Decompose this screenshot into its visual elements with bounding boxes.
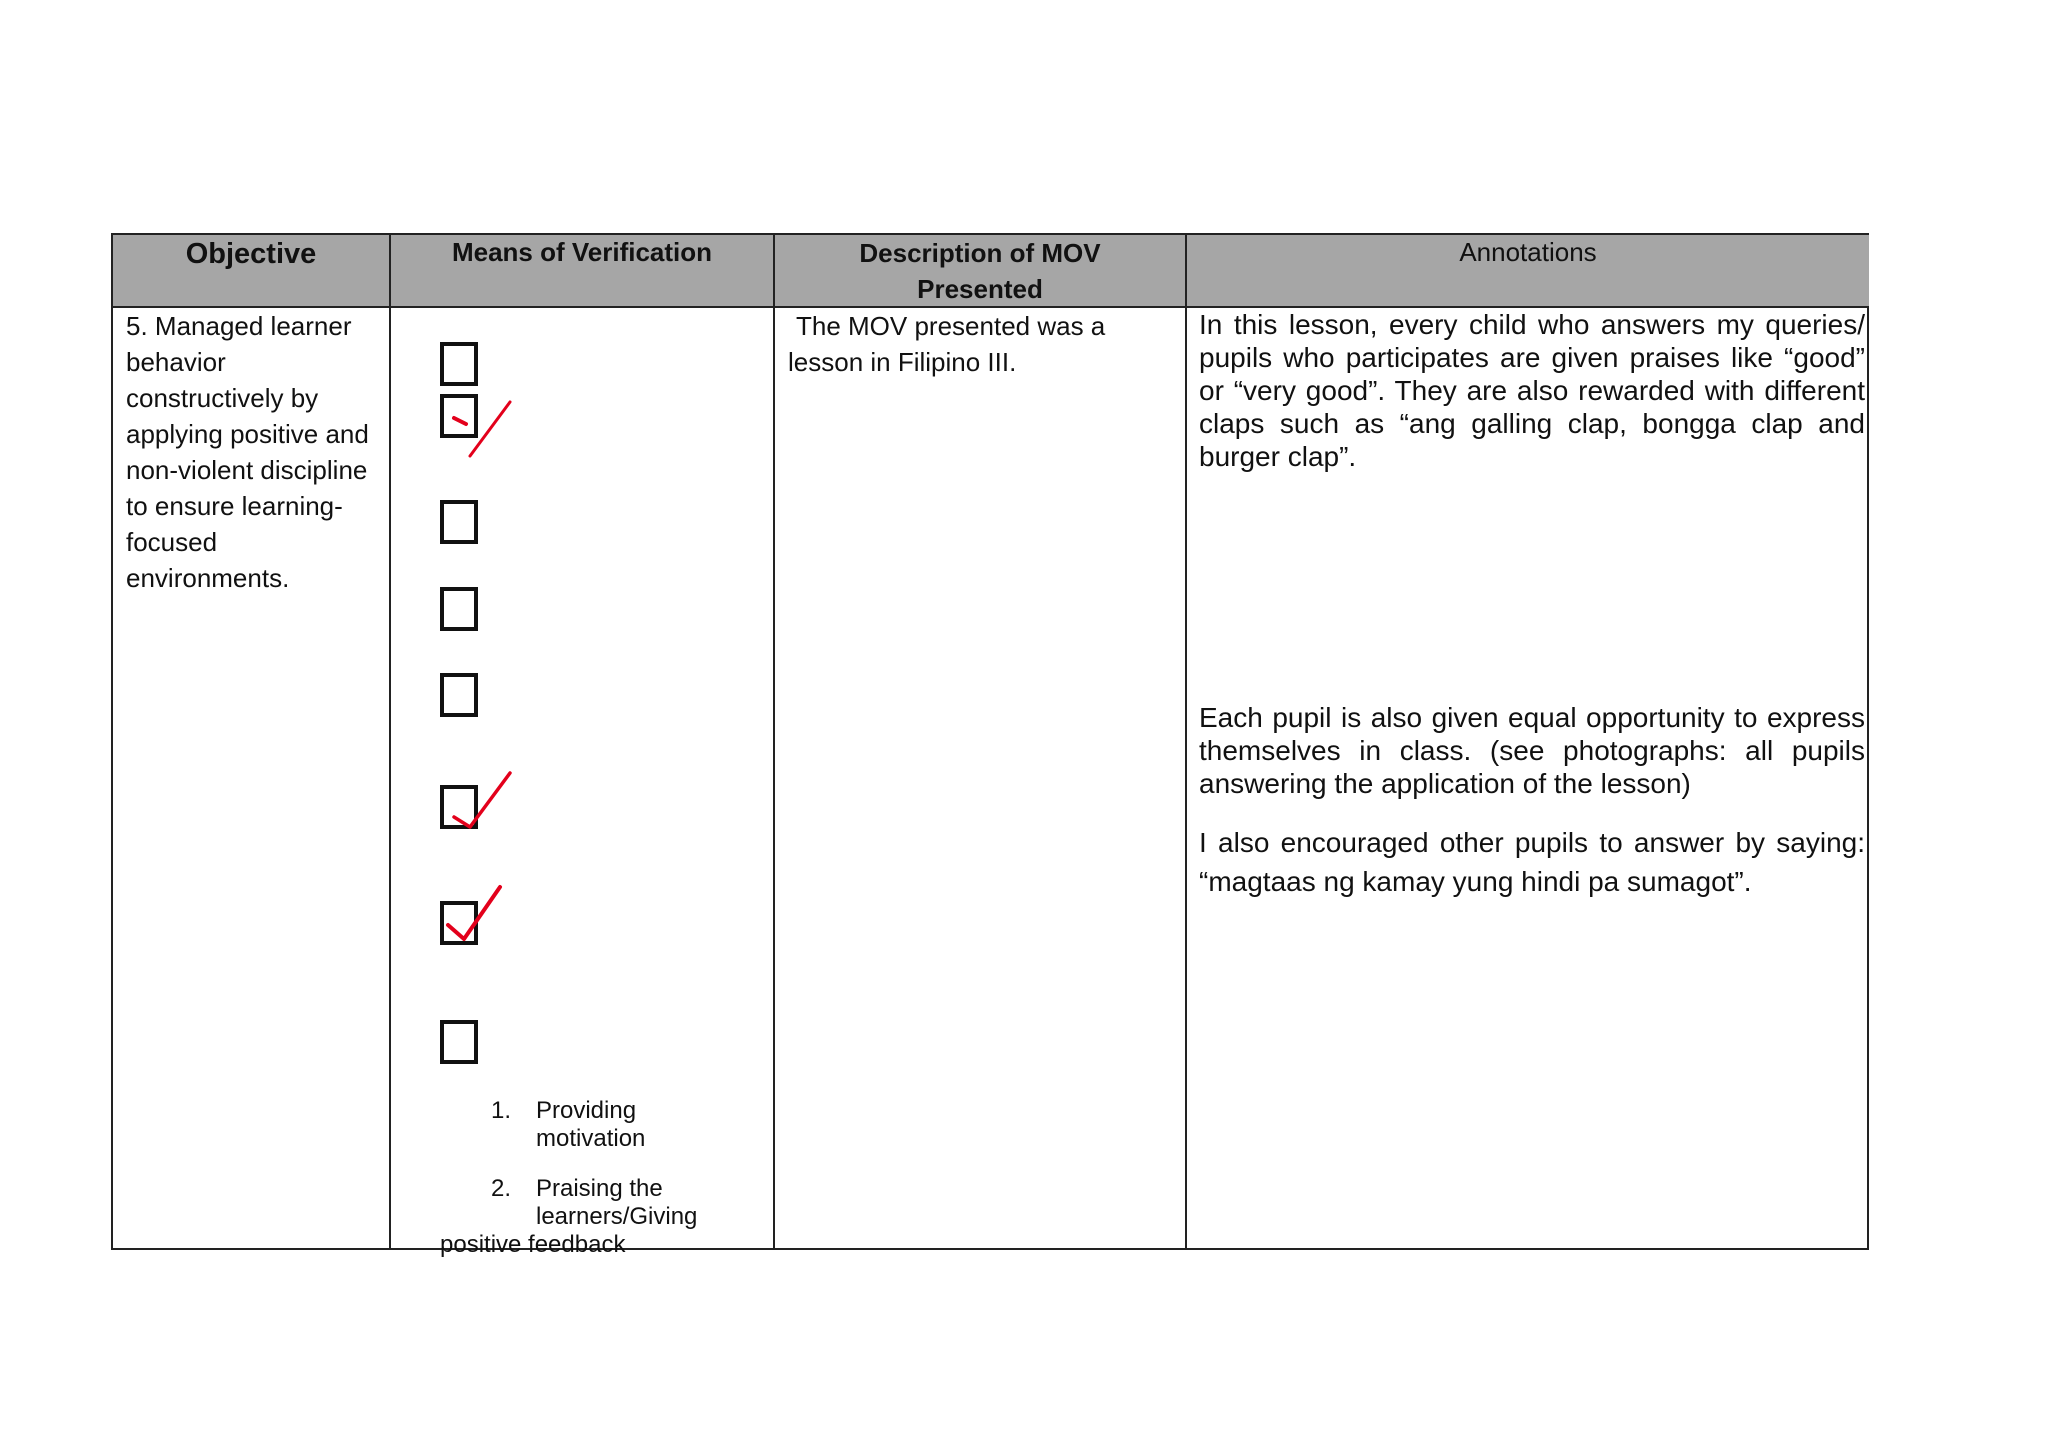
list-item-label: Providing motivation [536, 1097, 646, 1152]
annotation-paragraph: Each pupil is also given equal opportunity to express themselves in class. (see photographs: all pupils answering the application of the lesson) [1199, 702, 1865, 799]
list-item-label: Praising the learners/Giving [536, 1175, 698, 1230]
checkbox-5[interactable] [440, 673, 478, 717]
annotations-header-label: Annotations [1459, 237, 1597, 267]
description-cell [775, 308, 1185, 1248]
annotation-paragraph: I also encouraged other pupils to answer by saying: “magtaas ng kamay yung hindi pa sumagot”. [1199, 827, 1865, 897]
checkbox-8[interactable] [440, 1020, 478, 1064]
annotations-header [1187, 235, 1869, 308]
checkbox-7[interactable] [440, 901, 478, 945]
annotations-column [1185, 235, 1869, 1248]
list-item-continuation: positive feedback [440, 1231, 626, 1258]
checkbox-4[interactable] [440, 587, 478, 631]
means-column [389, 235, 773, 1258]
objective-text: 5. Managed learner behavior constructively by applying positive and non-violent discipline to ensure learning-focused environments. [126, 311, 369, 593]
objective-cell [113, 308, 389, 1248]
means-header [391, 235, 773, 308]
checkbox-3[interactable] [440, 500, 478, 544]
description-header-label: Description of MOV Presented [859, 238, 1101, 304]
red-check-icon [448, 771, 528, 841]
means-header-label: Means of Verification [451, 237, 713, 267]
description-column [773, 235, 1185, 1248]
objective-header-label: Objective [185, 238, 317, 270]
list-item-number: 2. [491, 1175, 512, 1202]
checkbox-6[interactable] [440, 785, 478, 829]
objective-column [113, 235, 389, 1248]
list-item-number: 1. [491, 1097, 512, 1124]
objective-header [113, 235, 389, 308]
description-header [775, 235, 1185, 308]
annotations-cell [1187, 308, 1869, 1248]
checkbox-2[interactable] [440, 394, 478, 438]
annotation-paragraph: In this lesson, every child who answers my queries/ pupils who participates are given praises like “good” or “very good”. They are also rewarded with different claps such as “ang galling clap, bongga clap and burger clap”. [1199, 309, 1865, 472]
red-check-icon [448, 396, 528, 466]
description-text: The MOV presented was a lesson in Filipino III. [788, 311, 1106, 377]
red-check-icon [444, 883, 524, 953]
document-table [111, 233, 1869, 1258]
means-cell [391, 308, 773, 1258]
checkbox-1[interactable] [440, 342, 478, 386]
